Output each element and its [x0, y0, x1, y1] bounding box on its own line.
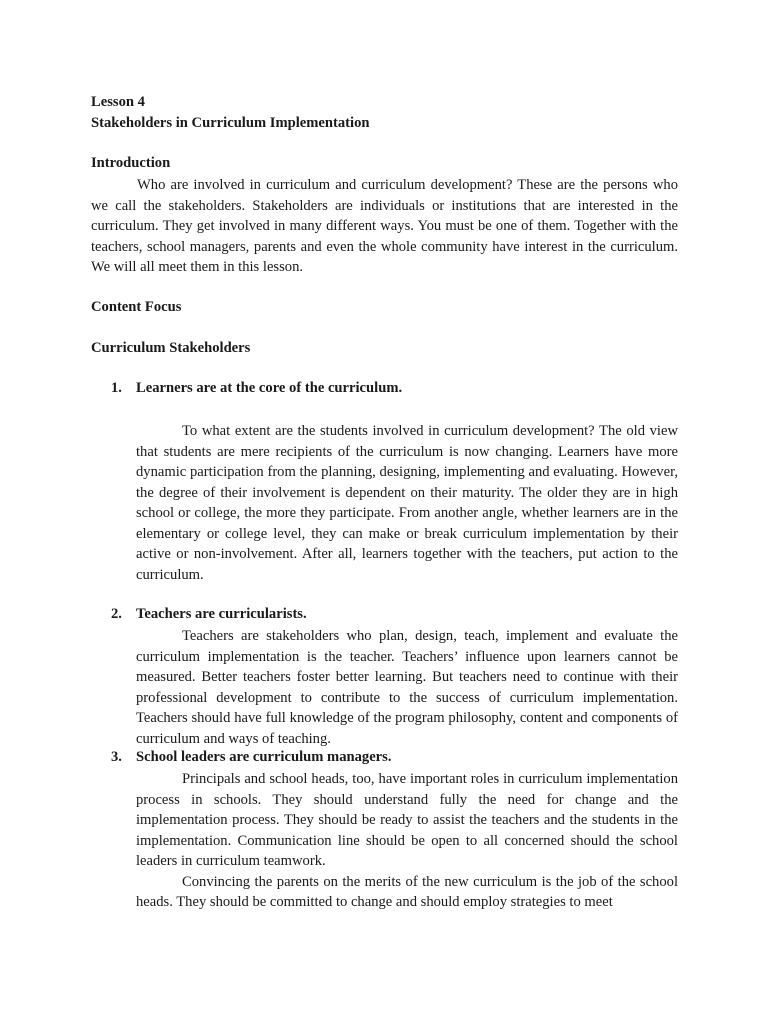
introduction-section — [91, 175, 678, 278]
item-paragraph: To what extent are the students involved in curriculum development? The old view that students are mere recipients of the curriculum is now changing. Learners have more dynamic participation from the planning, designing, implementing and evaluating. However, the degree of their involvement is dependent on their maturity. The older they are in high school or college, the more they participate. From another angle, whether learners are in the elementary or college level, they can make or break curriculum implementation by their active or non-involvement. After all, learners together with the teachers, put action to the curriculum. — [136, 423, 678, 583]
item-number: 1. — [111, 380, 122, 396]
item-body — [136, 769, 678, 913]
item-body — [136, 626, 678, 749]
item-paragraph: Convincing the parents on the merits of the new curriculum is the job of the school heads. They should be committed to change and should employ strategies to meet — [136, 873, 678, 910]
item-paragraph: Principals and school heads, too, have important roles in curriculum implementation process in schools. They should understand fully the need for change and the implementation process. They should be ready to assist the teachers and the students in the implementation. Communication line should be open to all concerned should the school leaders in curriculum teamwork. — [136, 771, 678, 869]
item-title: School leaders are curriculum managers. — [136, 749, 392, 765]
lesson-title: Stakeholders in Curriculum Implementation — [91, 115, 370, 131]
lesson-label: Lesson 4 — [91, 94, 145, 110]
content-focus-heading: Content Focus — [91, 299, 182, 315]
introduction-paragraph: Who are involved in curriculum and curriculum development? These are the persons who we call the stakeholders. Stakeholders are individuals or institutions that are interested in the curriculum. They get involved in many different ways. You must be one of them. Together with the teachers, school managers, parents and even the whole community have interest in the curriculum. We will all meet them in this lesson. — [91, 177, 678, 275]
item-title: Teachers are curricularists. — [136, 606, 307, 622]
item-number: 2. — [111, 606, 122, 622]
item-paragraph: Teachers are stakeholders who plan, design, teach, implement and evaluate the curriculum implementation is the teacher. Teachers’ influence upon learners cannot be measured. Better teachers foster better learning. But teachers need to continue with their professional development to contribute to the success of curriculum implementation. Teachers should have full knowledge of the program philosophy, content and components of curriculum and ways of teaching. — [136, 628, 678, 747]
item-title: Learners are at the core of the curriculum. — [136, 380, 403, 396]
introduction-heading: Introduction — [91, 155, 171, 171]
section-heading: Curriculum Stakeholders — [91, 340, 251, 356]
item-number: 3. — [111, 749, 122, 765]
item-body — [136, 421, 678, 585]
